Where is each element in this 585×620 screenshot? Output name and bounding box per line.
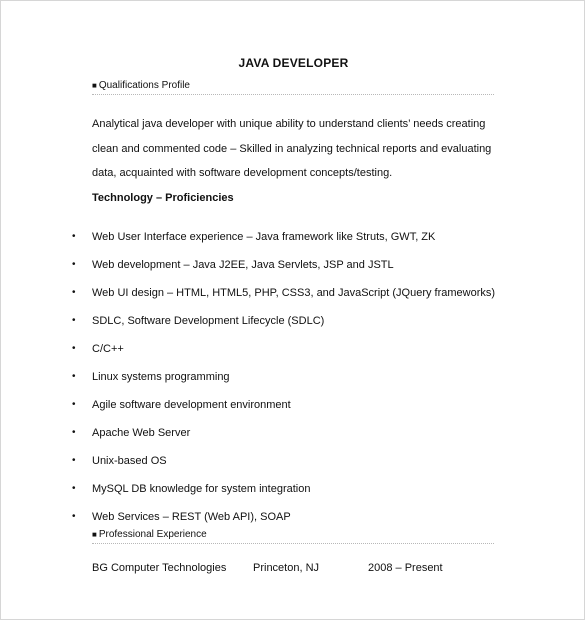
square-bullet-icon: ■ <box>92 81 97 90</box>
job-dates: 2008 – Present <box>368 562 443 574</box>
skill-text: Apache Web Server <box>92 427 191 439</box>
skill-text: Agile software development environment <box>92 399 291 411</box>
bullet-icon: • <box>72 371 76 382</box>
summary-line: Analytical java developer with unique ability to understand clients’ needs creating <box>92 118 486 130</box>
bullet-icon: • <box>72 315 76 326</box>
bullet-icon: • <box>72 259 76 270</box>
qualifications-summary <box>92 112 502 186</box>
bullet-icon: • <box>72 455 76 466</box>
bullet-icon: • <box>72 287 76 298</box>
skill-text: C/C++ <box>92 343 124 355</box>
square-bullet-icon: ■ <box>92 530 97 539</box>
skill-text: Web development – Java J2EE, Java Servlets, JSP and JSTL <box>92 259 394 271</box>
skill-text: SDLC, Software Development Lifecycle (SDLC) <box>92 315 325 327</box>
bullet-icon: • <box>72 427 76 438</box>
skill-text: Linux systems programming <box>92 371 230 383</box>
skill-text: Web UI design – HTML, HTML5, PHP, CSS3, and JavaScript (JQuery frameworks) <box>92 287 496 299</box>
bullet-icon: • <box>72 483 76 494</box>
job-location: Princeton, NJ <box>253 562 320 574</box>
technology-heading: Technology – Proficiencies <box>92 192 234 204</box>
skill-text: Web Services – REST (Web API), SOAP <box>92 511 291 523</box>
bullet-icon: • <box>72 399 76 410</box>
summary-line: clean and commented code – Skilled in analyzing technical reports and evaluating <box>92 142 492 155</box>
bullet-icon: • <box>72 343 76 354</box>
qualifications-heading <box>92 80 494 95</box>
skill-text: Web User Interface experience – Java framework like Struts, GWT, ZK <box>92 231 436 243</box>
resume-title: JAVA DEVELOPER <box>238 56 349 70</box>
skill-text: MySQL DB knowledge for system integration <box>92 483 311 495</box>
skill-text: Unix-based OS <box>92 455 167 467</box>
experience-heading-label: Professional Experience <box>98 529 207 540</box>
bullet-icon: • <box>72 231 76 242</box>
experience-heading <box>92 529 494 544</box>
summary-line: data, acquainted with software development concepts/testing. <box>92 167 393 179</box>
bullet-icon: • <box>72 511 76 522</box>
qualifications-heading-label: Qualifications Profile <box>98 80 190 91</box>
job-company: BG Computer Technologies <box>92 562 227 574</box>
